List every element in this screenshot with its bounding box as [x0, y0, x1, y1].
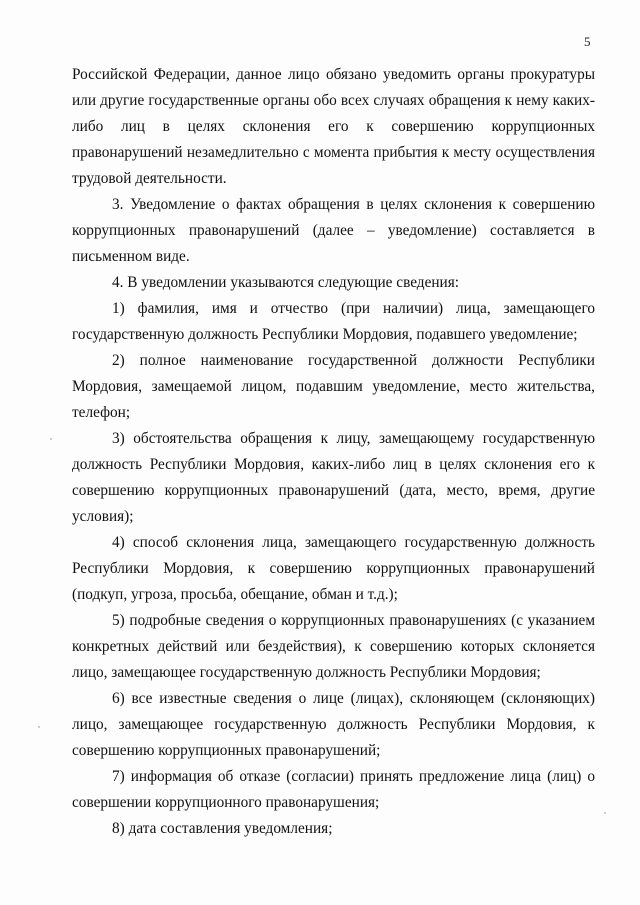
list-item-2: 2) полное наименование государственной должности Республики Мордовия, замещаемой лицом, подавшим уведомление, место жительства, телефон;: [72, 352, 595, 421]
paragraph-clause-3: 3. Уведомление о фактах обращения в целях склонения к совершению коррупционных правонарушений (далее – уведомление) составляется в письменном виде.: [72, 196, 595, 265]
list-item-7: 7) информация об отказе (согласии) принять предложение лица (лиц) о совершении коррупционного правонарушения;: [72, 768, 595, 811]
list-item-6: 6) все известные сведения о лице (лицах), склоняющем (склоняющих) лицо, замещающее государственную должность Республики Мордовия, к совершению коррупционных правонарушений;: [72, 690, 595, 759]
paragraph-continuation: Российской Федерации, данное лицо обязано уведомить органы прокуратуры или другие государственные органы обо всех случаях обращения к нему каких-либо лиц в целях склонения его к совершению коррупционных правонарушений незамедлительно с момента прибытия к месту осуществления трудовой деятельности.: [72, 66, 595, 187]
list-item-4: 4) способ склонения лица, замещающего государственную должность Республики Мордовия, к совершению коррупционных правонарушений (подкуп, угроза, просьба, обещание, обман и т.д.);: [72, 534, 595, 603]
list-item-5: 5) подробные сведения о коррупционных правонарушениях (с указанием конкретных действий или бездействия), к совершению которых склоняется лицо, замещающее государственную должность Республики Мордовия;: [72, 612, 595, 681]
list-item-3: 3) обстоятельства обращения к лицу, замещающему государственную должность Республики Мордовия, каких-либо лиц в целях склонения его к совершению коррупционных правонарушений (дата, место, время, другие условия);: [72, 430, 595, 525]
page-number: 5: [584, 34, 591, 49]
scan-speck: [604, 812, 606, 814]
paragraph-clause-4: 4. В уведомлении указываются следующие сведения:: [112, 274, 460, 291]
list-item-1: 1) фамилия, имя и отчество (при наличии) лица, замещающего государственную должность Республики Мордовия, подавшего уведомление;: [72, 300, 595, 343]
list-item-8: 8) дата составления уведомления;: [112, 820, 333, 837]
scan-speck: [38, 726, 40, 728]
document-body: [72, 62, 595, 842]
scan-speck: [50, 438, 52, 440]
